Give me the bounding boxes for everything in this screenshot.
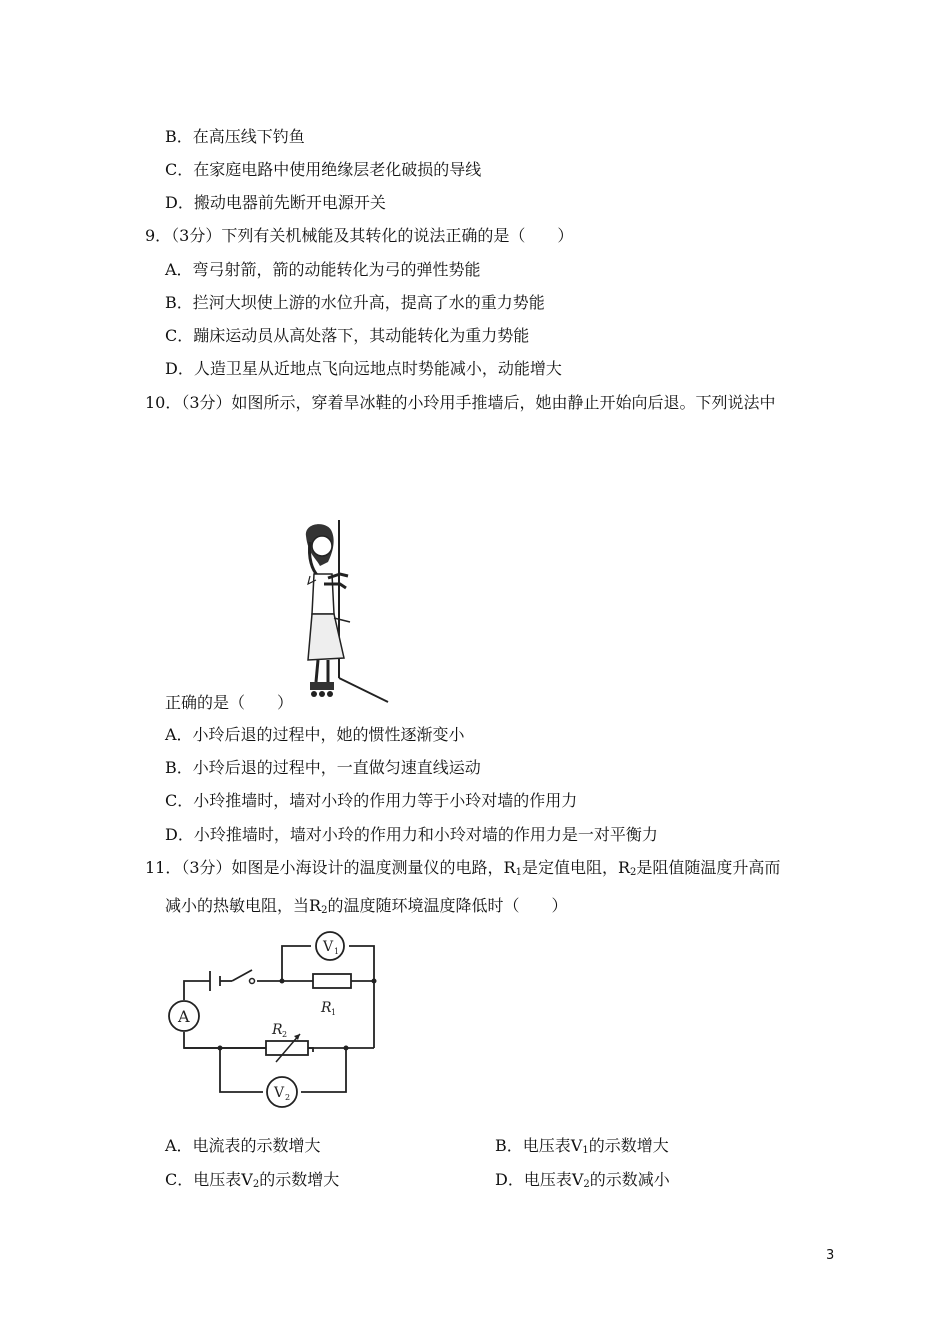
q11-option-c-b: 的示数增大 [259, 1170, 340, 1189]
q11-option-c-a: C．电压表V [165, 1170, 253, 1189]
thermistor-r2 [266, 1022, 308, 1062]
q9-option-a: A．弯弓射箭，箭的动能转化为弓的弹性势能 [165, 260, 481, 279]
q11-option-d-sub: 2 [583, 1179, 590, 1190]
q10-option-b: B．小玲后退的过程中，一直做匀速直线运动 [165, 758, 481, 777]
q8-option-b: B．在高压线下钓鱼 [165, 127, 305, 146]
voltmeter-v1 [316, 932, 344, 960]
q11-option-b-b: 的示数增大 [588, 1136, 669, 1155]
q11-line2-a: 减小的热敏电阻，当R [165, 896, 322, 915]
q11-stem-line1 [145, 858, 780, 883]
q11-option-d-b: 的示数减小 [589, 1170, 670, 1189]
q10-stem: 10．（3分）如图所示，穿着旱冰鞋的小玲用手推墙后，她由静止开始向后退。下列说法中 [145, 393, 776, 412]
v2-label-sub: 2 [285, 1093, 291, 1102]
q10-stem-continued: 正确的是（ ） [165, 693, 294, 712]
q11-r1-subscript: 1 [515, 867, 522, 878]
v2-label: V [274, 1085, 285, 1101]
q8-option-d: D．搬动电器前先断开电源开关 [165, 193, 386, 212]
q11-line2-b: 的温度随环境温度降低时（ ） [327, 896, 568, 915]
q10-option-a: A．小玲后退的过程中，她的惯性逐渐变小 [165, 725, 465, 744]
voltmeter-v2 [267, 1077, 297, 1107]
v1-label: V [323, 939, 334, 955]
q11-stem-a: 11．（3分）如图是小海设计的温度测量仪的电路，R [145, 858, 516, 877]
q11-option-a: A．电流表的示数增大 [165, 1136, 321, 1155]
q11-option-c-sub: 2 [252, 1179, 260, 1190]
q8-option-c: C．在家庭电路中使用绝缘层老化破损的导线 [165, 160, 482, 179]
q11-option-b-a: B．电压表V [495, 1136, 583, 1155]
q11-stem-c: 是阻值随温度升高而 [636, 858, 781, 877]
q11-stem-line2 [165, 896, 567, 921]
q11-option-b [495, 1136, 669, 1161]
q11-line2-subscript: 2 [321, 905, 328, 916]
q11-option-d-a: D．电压表V [495, 1170, 584, 1189]
q10-option-d: D．小玲推墙时，墙对小玲的作用力和小玲对墙的作用力是一对平衡力 [165, 825, 658, 844]
circuit-diagram [168, 930, 383, 1112]
page-number: 3 [826, 1248, 835, 1263]
v1-label-sub: 1 [334, 947, 340, 956]
ammeter-label: A [178, 1007, 190, 1026]
q11-option-d [495, 1170, 670, 1195]
q10-option-c: C．小玲推墙时，墙对小玲的作用力等于小玲对墙的作用力 [165, 791, 578, 810]
q9-stem: 9．（3分）下列有关机械能及其转化的说法正确的是（ ） [145, 226, 574, 245]
q11-option-c [165, 1170, 339, 1195]
r1-label-sub: 1 [331, 1008, 337, 1017]
q11-r2-subscript: 2 [630, 867, 637, 878]
ammeter [169, 1001, 199, 1031]
r2-label-sub: 2 [282, 1030, 288, 1039]
q9-option-c: C．蹦床运动员从高处落下，其动能转化为重力势能 [165, 326, 530, 345]
r1-label: R [321, 1000, 332, 1016]
q11-option-b-sub: 1 [582, 1145, 589, 1156]
q9-option-d: D．人造卫星从近地点飞向远地点时势能减小，动能增大 [165, 359, 562, 378]
resistor-r1 [313, 974, 351, 1017]
r2-label: R [272, 1022, 283, 1038]
q9-option-b: B．拦河大坝使上游的水位升高，提高了水的重力势能 [165, 293, 545, 312]
q11-stem-b: 是定值电阻，R [521, 858, 631, 877]
girl-pushing-wall-figure [298, 518, 396, 704]
